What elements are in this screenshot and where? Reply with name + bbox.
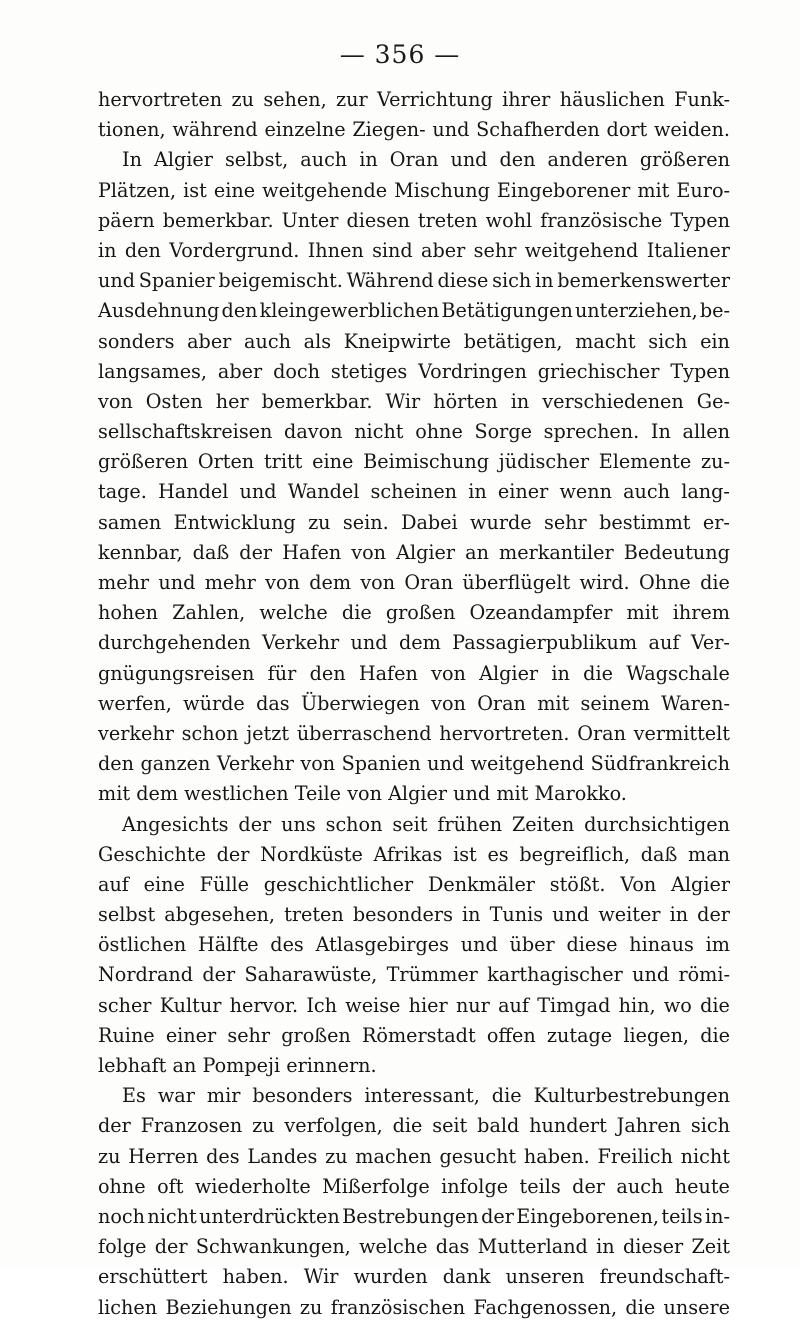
text-line: in den Vordergrund. Ihnen sind aber sehr weitgehend Italiener [98,238,730,262]
text-line: folge der Schwankungen, welche das Mutterland in dieser Zeit [98,1235,730,1259]
text-line: Ausdehnung den kleingewerblichen Betätigungen unterziehen, be- [98,299,730,323]
text-line: tionen, während einzelne Ziegen- und Schafherden dort weiden. [98,118,730,142]
text-line: lichen Beziehungen zu französischen Fachgenossen, die unsere [98,1295,730,1319]
text-line: päern bemerkbar. Unter diesen treten wohl französische Typen [98,208,730,232]
text-line: Angesichts der uns schon seit frühen Zeiten durchsichtigen [122,812,730,836]
text-line: erschüttert haben. Wir wurden dank unseren freundschaft- [98,1265,730,1289]
text-line: scher Kultur hervor. Ich weise hier nur auf Timgad hin, wo die [98,993,730,1017]
text-line: Nordrand der Saharawüste, Trümmer karthagischer und römi- [98,963,730,987]
text-line: durchgehenden Verkehr und dem Passagierpublikum auf Ver- [98,631,730,655]
text-line: verkehr schon jetzt überraschend hervortreten. Oran vermittelt [98,721,730,745]
text-line: tage. Handel und Wandel scheinen in einer wenn auch lang- [98,480,730,504]
text-line: mehr und mehr von dem von Oran überflügelt wird. Ohne die [98,571,730,594]
text-line: selbst abgesehen, treten besonders in Tunis und weiter in der [98,903,730,927]
text-line: kennbar, daß der Hafen von Algier an merkantiler Bedeutung [98,540,730,564]
text-line: und Spanier beigemischt. Während diese sich in bemerkenswerter [98,269,730,293]
text-line: von Osten her bemerkbar. Wir hörten in verschiedenen Ge- [98,389,730,413]
text-line: sellschaftskreisen davon nicht ohne Sorge sprechen. In allen [98,420,730,444]
text-line: Es war mir besonders interessant, die Kulturbestrebungen [122,1084,730,1108]
text-line: langsames, aber doch stetiges Vordringen griechischer Typen [98,359,730,383]
text-line: noch nicht unterdrückten Bestrebungen der Eingeborenen, teils in- [98,1204,730,1228]
text-line: Ruine einer sehr großen Römerstadt offen zutage liegen, die [98,1023,730,1047]
text-line: samen Entwicklung zu sein. Dabei wurde sehr bestimmt er- [98,510,730,534]
text-line: größeren Orten tritt eine Beimischung jüdischer Elemente zu- [98,450,730,474]
text-line: den ganzen Verkehr von Spanien und weitgehend Südfrankreich [98,752,730,776]
text-line: auf eine Fülle geschichtlicher Denkmäler stößt. Von Algier [98,872,730,896]
text-line: sonders aber auch als Kneipwirte betätigen, macht sich ein [98,329,730,353]
text-line: ohne oft wiederholte Mißerfolge infolge teils der auch heute [98,1174,730,1198]
text-line: mit dem westlichen Teile von Algier und mit Marokko. [98,782,627,806]
text-line: hohen Zahlen, welche die großen Ozeandampfer mit ihrem [98,601,730,625]
text-line: Plätzen, ist eine weitgehende Mischung Eingeborener mit Euro- [98,178,730,202]
text-line: östlichen Hälfte des Atlasgebirges und über diese hinaus im [98,933,730,957]
text-line: In Algier selbst, auch in Oran und den anderen größeren [122,148,730,172]
text-line: hervortreten zu sehen, zur Verrichtung ihrer häuslichen Funk- [98,88,730,111]
text-line: gnügungsreisen für den Hafen von Algier in die Wagschale [98,661,730,685]
text-line: werfen, würde das Überwiegen von Oran mit seinem Waren- [98,691,730,715]
body-text [98,85,730,1323]
text-line: Geschichte der Nordküste Afrikas ist es begreiflich, daß man [98,842,730,866]
text-line: der Franzosen zu verfolgen, die seit bald hundert Jahren sich [98,1114,730,1138]
page-number: — 356 — [339,40,461,69]
text-line: zu Herren des Landes zu machen gesucht haben. Freilich nicht [98,1144,730,1168]
text-line: lebhaft an Pompeji erinnern. [98,1054,377,1077]
